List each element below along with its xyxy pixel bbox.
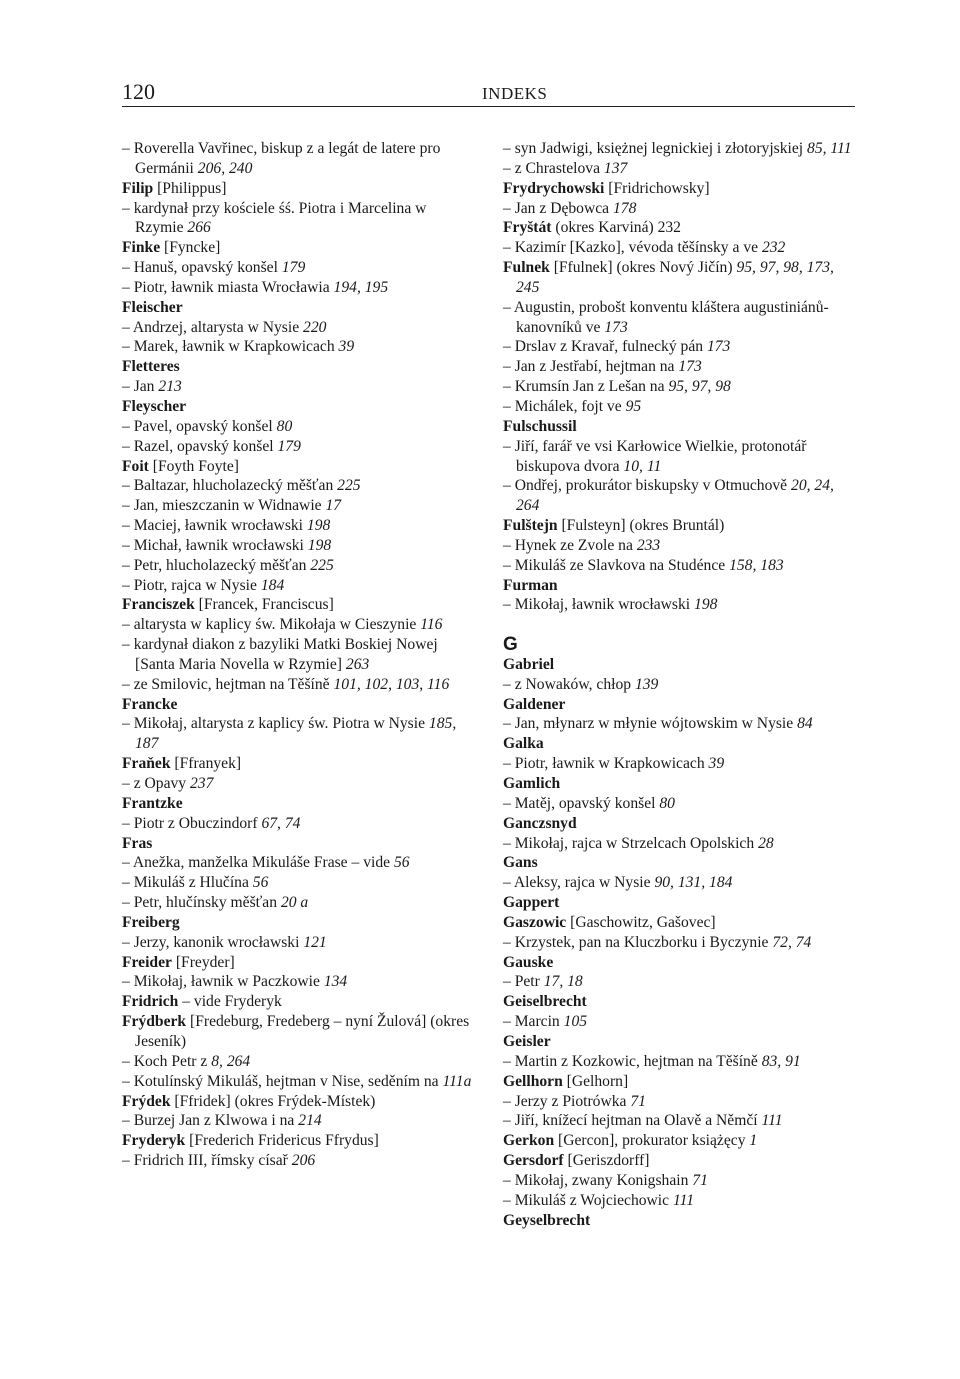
index-subentry (503, 1052, 855, 1072)
page-refs: 237 (190, 775, 214, 792)
entry-text: – Koch Petr z (122, 1052, 208, 1070)
index-subentry (122, 337, 472, 357)
index-subentry (122, 437, 472, 457)
entry-text: – Jan, młynarz w młynie wójtowskim w Nysie (503, 715, 794, 733)
index-subentry (503, 754, 855, 774)
heading-note: [Fridrichowsky] (604, 179, 710, 197)
heading-note: [Geriszdorff] (563, 1152, 650, 1170)
page-refs: 84 (797, 715, 813, 733)
entry-text: – Aleksy, rajca w Nysie (503, 874, 651, 892)
index-subentry (122, 615, 472, 635)
heading-note: [Frederich Fridericus Ffrydus] (185, 1132, 379, 1150)
entry-text: – Mikuláš ze Slavkova na Studénce (503, 556, 726, 574)
entry-text: – Jiří, farář ve vsi Karłowice Wielkie, protonotář biskupova dvora (503, 437, 807, 475)
heading-note: – vide Fryderyk (178, 993, 282, 1011)
entry-text: – Petr (503, 973, 540, 991)
section-letter: G (503, 634, 518, 656)
page-refs: 206 (291, 1152, 316, 1170)
headword: Filip (122, 179, 154, 197)
heading-note: [Gaschowitz, Gašovec] (566, 913, 716, 931)
index-subentry (122, 318, 472, 338)
entry-text: – Mikołaj, zwany Konigshain (503, 1171, 689, 1189)
headword: Fleyscher (122, 397, 187, 415)
page-refs: 71 (692, 1171, 708, 1189)
entry-text: – Piotr, rajca w Nysie (122, 576, 257, 594)
headword: Fleischer (122, 298, 183, 316)
entry-text: – Kotulínský Mikuláš, hejtman v Nise, seděním na (122, 1072, 439, 1090)
headword: Foit (122, 457, 149, 475)
entry-text: – Augustin, probošt konventu kláštera augustiniánů-kanovníků ve (503, 298, 829, 336)
headword: Galdener (503, 695, 566, 713)
heading-note: [Freyder] (171, 953, 235, 971)
entry-text: – Michálek, fojt ve (503, 397, 622, 415)
index-subentry (503, 476, 855, 516)
page-refs: 179 (277, 437, 301, 455)
index-subentry (122, 1052, 472, 1072)
index-subentry (503, 714, 855, 734)
entry-text: – Jerzy z Piotrówka (503, 1092, 627, 1110)
entry-text: – Baltazar, hlucholazecký měšťan (122, 477, 334, 495)
index-subentry (122, 635, 472, 675)
headword: Gabriel (503, 655, 555, 673)
index-subentry (503, 139, 855, 159)
index-subentry (122, 814, 472, 834)
index-heading (503, 1131, 855, 1151)
page-refs: 56 (252, 874, 269, 892)
headword: Frydrychowski (503, 179, 605, 197)
heading-note: [Francek, Franciscus] (194, 596, 334, 614)
headword: Frýdek (122, 1092, 171, 1110)
page-refs: 139 (634, 675, 659, 693)
entry-text: – Krumsín Jan z Lešan na (503, 378, 665, 396)
headword: Freider (122, 953, 172, 971)
page-refs: 72, 74 (772, 933, 812, 951)
headword: Geisler (503, 1032, 551, 1050)
index-heading (122, 1092, 472, 1112)
page-refs: 101, 102, 103, 116 (333, 675, 450, 693)
index-heading (122, 179, 472, 199)
entry-text: – Piotr, ławnik miasta Wrocławia (122, 278, 330, 296)
index-heading (122, 298, 472, 318)
page-refs: 121 (303, 933, 327, 951)
page-refs: 28 (758, 834, 774, 852)
index-subentry (503, 536, 855, 556)
index-subentry (122, 496, 472, 516)
entry-text: – Krzystek, pan na Kluczborku i Byczynie (503, 933, 769, 951)
headword: Galka (503, 735, 544, 753)
index-subentry (503, 1171, 855, 1191)
entry-text: – Piotr, ławnik w Krapkowicach (503, 755, 705, 773)
entry-text: – Drslav z Kravař, fulnecký pán (503, 338, 704, 356)
entry-text: – Jan (122, 378, 155, 396)
page-refs: 185, 187 (135, 715, 457, 753)
page-refs: 179 (281, 259, 306, 277)
heading-note: [Foyth Foyte] (148, 457, 239, 475)
index-heading (503, 258, 855, 298)
index-heading (122, 913, 472, 933)
page-refs: 225 (310, 556, 334, 574)
index-subentry (503, 238, 855, 258)
entry-text: – Mikuláš z Wojciechowic (503, 1191, 670, 1209)
entry-text: – Martin z Kozkowic, hejtman na Těšíně (503, 1052, 758, 1070)
entry-text: – ze Smilovic, hejtman na Těšíně (122, 675, 330, 693)
index-subentry (122, 278, 472, 298)
index-subentry (122, 972, 472, 992)
page-refs: 8, 264 (211, 1052, 251, 1070)
index-subentry (503, 834, 855, 854)
page-refs: 232 (761, 239, 786, 257)
index-subentry (503, 1092, 855, 1112)
index-heading (122, 357, 472, 377)
index-heading (503, 774, 855, 794)
entry-text: – Jan, mieszczanin w Widnawie (122, 497, 322, 515)
headword: Frantzke (122, 794, 183, 812)
page-refs: 194, 195 (333, 278, 389, 296)
entry-text: – z Opavy (122, 775, 187, 792)
entry-text: – z Nowaków, chłop (503, 675, 632, 693)
entry-text: – Andrzej, altarysta w Nysie (122, 318, 300, 336)
heading-note: [Ffulnek] (okres Nový Jičín) (549, 259, 737, 277)
heading-note: [Ffranyek] (170, 755, 242, 773)
entry-text: – Roverella Vavřinec, biskup z a legát de latere pro Germánii (122, 140, 441, 177)
headword: Fulschussil (503, 417, 577, 435)
entry-text: – Mikuláš z Hlučína (122, 874, 249, 892)
headword: Geyselbrecht (503, 1211, 591, 1229)
page-refs: 83, 91 (761, 1052, 801, 1070)
entry-text: – Matěj, opavský konšel (503, 794, 656, 812)
headword: Gersdorf (503, 1152, 564, 1170)
page-refs: 134 (323, 973, 348, 991)
index-heading (503, 913, 855, 933)
page-refs: 116 (420, 616, 443, 634)
heading-note: [Gercon], prokurator książęcy (554, 1132, 750, 1150)
page-refs: 105 (563, 1013, 588, 1031)
headword: Gappert (503, 894, 560, 912)
entry-text: – Michał, ławnik wrocławski (122, 536, 304, 554)
headword: Fryderyk (122, 1132, 186, 1150)
index-heading (122, 457, 472, 477)
index-heading (503, 655, 855, 675)
index-subentry (122, 1072, 472, 1092)
headword: Fulštejn (503, 517, 558, 535)
page-refs: 39 (338, 338, 355, 356)
headword: Ganczsnyd (503, 814, 577, 832)
index-subentry (503, 556, 855, 576)
page-number: 120 (122, 79, 155, 104)
index-subentry (503, 972, 855, 992)
headword: Gellhorn (503, 1072, 563, 1090)
entry-text: – syn Jadwigi, księżnej legnickiej i złotoryjskiej (503, 140, 804, 157)
page-refs: 184 (260, 576, 285, 594)
page-refs: 214 (298, 1112, 322, 1130)
index-subentry (503, 357, 855, 377)
entry-text: – Jerzy, kanonik wrocławski (122, 933, 300, 951)
headword: Gans (503, 854, 538, 872)
index-heading (122, 754, 472, 774)
page-refs: 17, 18 (543, 973, 583, 991)
entry-text: – altarysta w kaplicy św. Mikołaja w Cieszynie (122, 616, 417, 634)
index-heading (503, 814, 855, 834)
heading-note: [Philippus] (153, 179, 227, 197)
entry-text: – z Chrastelova (503, 159, 600, 177)
index-subentry (122, 714, 472, 754)
index-heading (503, 1032, 855, 1052)
index-heading (122, 695, 472, 715)
heading-note: (okres Karviná) 232 (551, 219, 681, 237)
index-heading (503, 853, 855, 873)
index-subentry (122, 1151, 472, 1171)
index-subentry (503, 873, 855, 893)
index-heading (122, 1012, 472, 1052)
index-subentry (122, 516, 472, 536)
entry-text: – Mikołaj, rajca w Strzelcach Opolskich (503, 834, 755, 852)
entry-text: – Mikołaj, ławnik wrocławski (503, 596, 691, 614)
page-refs: 20 a (280, 894, 309, 912)
page-refs: 111 (672, 1191, 695, 1209)
index-subentry (503, 199, 855, 219)
page-refs: 137 (603, 159, 628, 177)
index-subentry (122, 1111, 472, 1131)
running-title: INDEKS (482, 84, 548, 103)
entry-text: – Ondřej, prokurátor biskupsky v Otmuchově (503, 477, 788, 495)
entry-text: – Hynek ze Zvole na (503, 536, 633, 554)
index-subentry (122, 873, 472, 893)
headword: Finke (122, 239, 161, 257)
page-refs: 198 (306, 517, 331, 535)
index-heading (122, 238, 472, 258)
page-refs: 220 (303, 318, 327, 336)
index-subentry (503, 337, 855, 357)
index-subentry (503, 437, 855, 477)
entry-text: – Mikołaj, altarysta z kaplicy św. Piotra w Nysie (122, 715, 426, 733)
index-subentry (503, 397, 855, 417)
index-heading (503, 1211, 855, 1231)
index-subentry (122, 536, 472, 556)
index-subentry (122, 774, 472, 794)
entry-text: – Jiří, knížecí hejtman na Olavě a Němčí (503, 1112, 758, 1130)
page-refs: 158, 183 (729, 556, 784, 574)
headword: Furman (503, 576, 558, 594)
entry-text: – kardynał przy kościele śś. Piotra i Marcelina w Rzymie (122, 199, 427, 237)
entry-text: – Razel, opavský konšel (122, 437, 274, 455)
entry-text: – Petr, hlucholazecký měšťan (122, 556, 307, 574)
index-heading (503, 1151, 855, 1171)
entry-text: – Pavel, opavský konšel (122, 417, 273, 435)
page-refs: 85, 111 (807, 140, 852, 157)
page-refs: 173 (678, 358, 702, 376)
headword: Geiselbrecht (503, 993, 587, 1011)
page-refs: 111a (442, 1072, 472, 1090)
index-subentry (122, 377, 472, 397)
index-heading (122, 794, 472, 814)
index-heading (503, 953, 855, 973)
index-subentry (503, 794, 855, 814)
page-refs: 80 (276, 417, 293, 435)
entry-text: – Burzej Jan z Klwowa i na (122, 1112, 295, 1130)
page-refs: 111 (761, 1112, 783, 1130)
index-heading (503, 893, 855, 913)
index-subentry (122, 199, 472, 239)
page-refs: 67, 74 (261, 814, 301, 832)
page-refs: 80 (659, 794, 675, 812)
headword: Gerkon (503, 1132, 555, 1150)
heading-note: [Fyncke] (160, 239, 221, 257)
index-heading (122, 953, 472, 973)
page-refs: 206, 240 (197, 159, 253, 177)
heading-note: [Ffridek] (okres Frýdek-Místek) (170, 1092, 376, 1110)
page-refs: 266 (187, 219, 211, 237)
heading-note: [Fulsteyn] (okres Bruntál) (557, 517, 725, 535)
headword: Gamlich (503, 775, 561, 792)
page-refs: 263 (345, 655, 370, 673)
index-heading (122, 397, 472, 417)
page-refs: 225 (337, 477, 361, 495)
index-subentry (122, 893, 472, 913)
headword: Fulnek (503, 259, 550, 277)
headword: Fryštát (503, 219, 552, 237)
page-refs: 213 (158, 378, 182, 396)
page-refs: 20, 24, 264 (516, 477, 834, 515)
entry-text: – Fridrich III, římsky císař (122, 1152, 288, 1170)
index-subentry (503, 933, 855, 953)
page-refs: 95, 97, 98, 173, 245 (516, 259, 834, 296)
page-refs: 1 (749, 1132, 758, 1150)
entry-text: – Jan z Jestřabí, hejtman na (503, 358, 675, 376)
entry-text: – Mikołaj, ławnik w Paczkowie (122, 973, 320, 991)
index-subentry (122, 576, 472, 596)
headword: Fraňek (122, 755, 171, 773)
entry-text: – Petr, hlučínsky měšťan (122, 894, 278, 912)
index-subentry (503, 298, 855, 338)
headword: Fridrich (122, 993, 179, 1011)
index-subentry (503, 159, 855, 179)
index-subentry (122, 675, 472, 695)
page-refs: 56 (393, 854, 410, 872)
index-subentry (503, 1191, 855, 1211)
page-refs: 95, 97, 98 (668, 378, 731, 396)
index-subentry (122, 139, 472, 179)
entry-text: – Kazimír [Kazko], vévoda těšínsky a ve (503, 239, 759, 257)
index-subentry (122, 556, 472, 576)
entry-text: – Hanuš, opavský konšel (122, 259, 278, 277)
index-heading (503, 1072, 855, 1092)
headword: Fletteres (122, 358, 180, 376)
index-heading (503, 516, 855, 536)
index-heading (122, 834, 472, 854)
index-heading (122, 1131, 472, 1151)
page-refs: 39 (708, 755, 725, 773)
index-heading (503, 179, 855, 199)
page-refs: 233 (636, 536, 661, 554)
headword: Gaszowic (503, 913, 567, 931)
index-subentry (122, 258, 472, 278)
index-heading (503, 417, 855, 437)
index-subentry (503, 675, 855, 695)
headword: Fras (122, 834, 153, 852)
page-refs: 17 (325, 497, 342, 515)
page-refs: 71 (630, 1092, 646, 1110)
index-subentry (503, 595, 855, 615)
page-refs: 173 (604, 318, 628, 336)
index-subentry (503, 1111, 855, 1131)
page-refs: 10, 11 (623, 457, 662, 475)
headword: Franciszek (122, 596, 195, 614)
page-refs: 198 (307, 536, 332, 554)
index-column-left (122, 139, 472, 1171)
index-heading (122, 992, 472, 1012)
index-subentry (122, 933, 472, 953)
index-subentry (122, 417, 472, 437)
page-refs: 178 (613, 199, 637, 217)
page-refs: 198 (694, 596, 718, 614)
entry-text: – Piotr z Obuczindorf (122, 814, 258, 832)
headword: Freiberg (122, 913, 180, 931)
entry-text: – Anežka, manželka Mikuláše Frase – vide (122, 854, 391, 872)
page-refs: 90, 131, 184 (654, 874, 733, 892)
heading-note: [Gelhorn] (562, 1072, 629, 1090)
index-heading (503, 734, 855, 754)
index-column-right (503, 139, 855, 1230)
entry-text: – Jan z Dębowca (503, 199, 610, 217)
headword: Francke (122, 695, 178, 713)
page-header (122, 78, 855, 107)
entry-text: – kardynał diakon z bazyliki Matki Boskiej Nowej [Santa Maria Novella w Rzymie] (122, 636, 438, 673)
page-refs: 95 (625, 397, 642, 415)
index-heading (503, 695, 855, 715)
heading-note: [Fredeburg, Fredeberg – nyní Žulová] (okres Jeseník) (135, 1013, 470, 1050)
headword: Gauske (503, 953, 554, 971)
index-heading (122, 595, 472, 615)
entry-text: – Marcin (503, 1013, 560, 1031)
index-heading (503, 576, 855, 596)
index-heading (503, 992, 855, 1012)
index-subentry (122, 476, 472, 496)
page-refs: 173 (706, 338, 731, 356)
index-heading (503, 218, 855, 238)
index-subentry (503, 377, 855, 397)
index-subentry (122, 853, 472, 873)
entry-text: – Maciej, ławnik wrocławski (122, 517, 304, 535)
index-subentry (503, 1012, 855, 1032)
entry-text: – Marek, ławnik w Krapkowicach (122, 338, 335, 356)
headword: Frýdberk (122, 1013, 187, 1031)
